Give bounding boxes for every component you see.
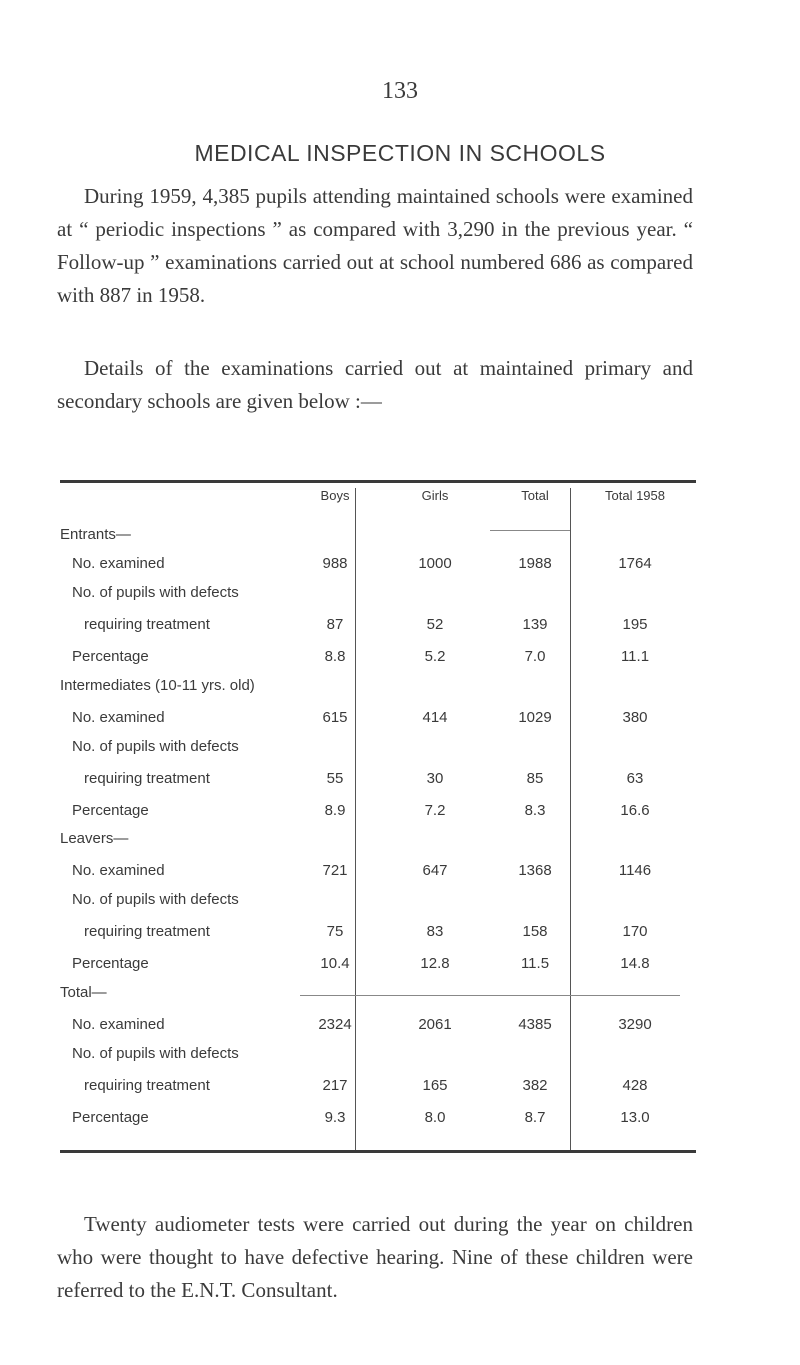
inspection-table — [60, 488, 696, 1148]
table-cell: 170 — [622, 923, 648, 941]
table-cell: 83 — [426, 923, 444, 941]
table-cell: 647 — [422, 862, 448, 880]
row-label: requiring treatment — [84, 923, 210, 941]
table-cell: 7.2 — [424, 801, 446, 819]
table-row — [60, 923, 696, 943]
row-label: No. of pupils with defects — [72, 891, 239, 909]
intro-paragraph: During 1959, 4,385 pupils attending maintained schools were examined at “ periodic inspections ” as compared with 3,290 in the previous year. “ Follow-up ” examinations carried out at school numbered 686 as compared with 887 in 1958. — [57, 184, 693, 307]
table-cell: 139 — [522, 616, 548, 633]
table-cell: 8.3 — [524, 801, 546, 819]
table-cell: 11.1 — [620, 648, 650, 665]
table-cell: 1029 — [518, 708, 552, 726]
table-row — [60, 955, 696, 975]
section-title — [60, 830, 696, 850]
row-label: requiring treatment — [84, 1076, 210, 1094]
row-label: Percentage — [72, 801, 149, 819]
table-cell: 63 — [626, 769, 644, 787]
table-cell: 165 — [422, 1076, 448, 1094]
section-title — [60, 984, 696, 1004]
table-cell: 12.8 — [420, 955, 450, 973]
row-label: Percentage — [72, 955, 149, 973]
table-cell: 7.0 — [524, 648, 546, 665]
table-row — [60, 738, 696, 758]
table-cell: 87 — [326, 616, 344, 633]
table-cell: 615 — [322, 708, 348, 726]
table-cell: 5.2 — [424, 648, 446, 665]
table-row — [60, 862, 696, 882]
row-label: Percentage — [72, 648, 149, 665]
table-row — [60, 555, 696, 575]
table-cell: 16.6 — [620, 801, 650, 819]
table-cell: 13.0 — [620, 1108, 650, 1126]
table-cell: 217 — [322, 1076, 348, 1094]
table-row — [60, 1016, 696, 1036]
row-label: No. examined — [72, 708, 165, 726]
row-label: Leavers— — [60, 830, 129, 848]
table-cell: 55 — [326, 769, 344, 787]
total-separator-line — [300, 995, 680, 996]
table-cell: 9.3 — [324, 1108, 346, 1126]
table-cell: 2061 — [418, 1016, 452, 1033]
table-cell: 1000 — [418, 555, 452, 573]
row-label: No. of pupils with defects — [72, 1044, 239, 1062]
table-cell: 4385 — [518, 1016, 552, 1033]
table-header-row — [60, 488, 696, 508]
table-bottom-rule — [60, 1150, 696, 1153]
table-row — [60, 802, 696, 822]
page-number: 133 — [382, 78, 418, 104]
table-cell: 380 — [622, 708, 648, 726]
closing-paragraph: Twenty audiometer tests were carried out during the year on children who were thought to have defective hearing. Nine of these children were referred to the E.N.T. Consultant. — [57, 1212, 693, 1302]
table-row — [60, 1045, 696, 1065]
table-row — [60, 891, 696, 911]
table-row — [60, 1077, 696, 1097]
table-row — [60, 648, 696, 668]
row-label: Intermediates (10-11 yrs. old) — [60, 676, 255, 694]
column-header-girls: Girls — [421, 488, 449, 503]
table-cell: 1368 — [518, 862, 552, 880]
table-cell: 382 — [522, 1076, 548, 1094]
table-row — [60, 584, 696, 604]
section-title — [60, 526, 696, 546]
table-cell: 75 — [326, 923, 344, 941]
table-cell: 30 — [426, 769, 444, 787]
table-cell: 988 — [322, 555, 348, 573]
table-row — [60, 1109, 696, 1129]
row-label: requiring treatment — [84, 769, 210, 787]
table-cell: 14.8 — [620, 955, 650, 973]
table-cell: 11.5 — [520, 955, 550, 973]
table-cell: 1988 — [518, 555, 552, 573]
row-label: No. of pupils with defects — [72, 737, 239, 755]
table-row — [60, 616, 696, 636]
table-cell: 52 — [426, 616, 444, 633]
row-label: No. examined — [72, 1016, 165, 1033]
table-cell: 3290 — [618, 1016, 652, 1033]
row-label: Entrants— — [60, 526, 131, 544]
row-label: No. of pupils with defects — [72, 584, 239, 601]
table-cell: 428 — [622, 1076, 648, 1094]
table-cell: 8.0 — [424, 1108, 446, 1126]
row-label: No. examined — [72, 862, 165, 880]
table-cell: 721 — [322, 862, 348, 880]
table-cell: 2324 — [318, 1016, 352, 1033]
table-top-rule — [60, 480, 696, 483]
row-label: Percentage — [72, 1108, 149, 1126]
table-cell: 8.9 — [324, 801, 346, 819]
row-label: Total— — [60, 984, 107, 1001]
row-label: No. examined — [72, 555, 165, 573]
table-cell: 8.8 — [324, 648, 346, 665]
table-cell: 85 — [526, 769, 544, 787]
table-cell: 1764 — [618, 555, 652, 573]
table-cell: 414 — [422, 708, 448, 726]
column-header-total-1958: Total 1958 — [605, 488, 665, 503]
section-title — [60, 677, 696, 697]
column-header-boys: Boys — [320, 488, 350, 503]
row-label: requiring treatment — [84, 616, 210, 633]
table-cell: 10.4 — [320, 955, 350, 973]
table-cell: 158 — [522, 923, 548, 941]
page-title: MEDICAL INSPECTION IN SCHOOLS — [194, 140, 606, 166]
table-cell: 195 — [622, 616, 648, 633]
column-header-total: Total — [521, 488, 549, 503]
table-cell: 8.7 — [524, 1108, 546, 1126]
details-paragraph: Details of the examinations carried out at maintained primary and secondary schools are given below :— — [57, 356, 693, 413]
table-cell: 1146 — [618, 862, 652, 880]
table-row — [60, 709, 696, 729]
table-row — [60, 770, 696, 790]
